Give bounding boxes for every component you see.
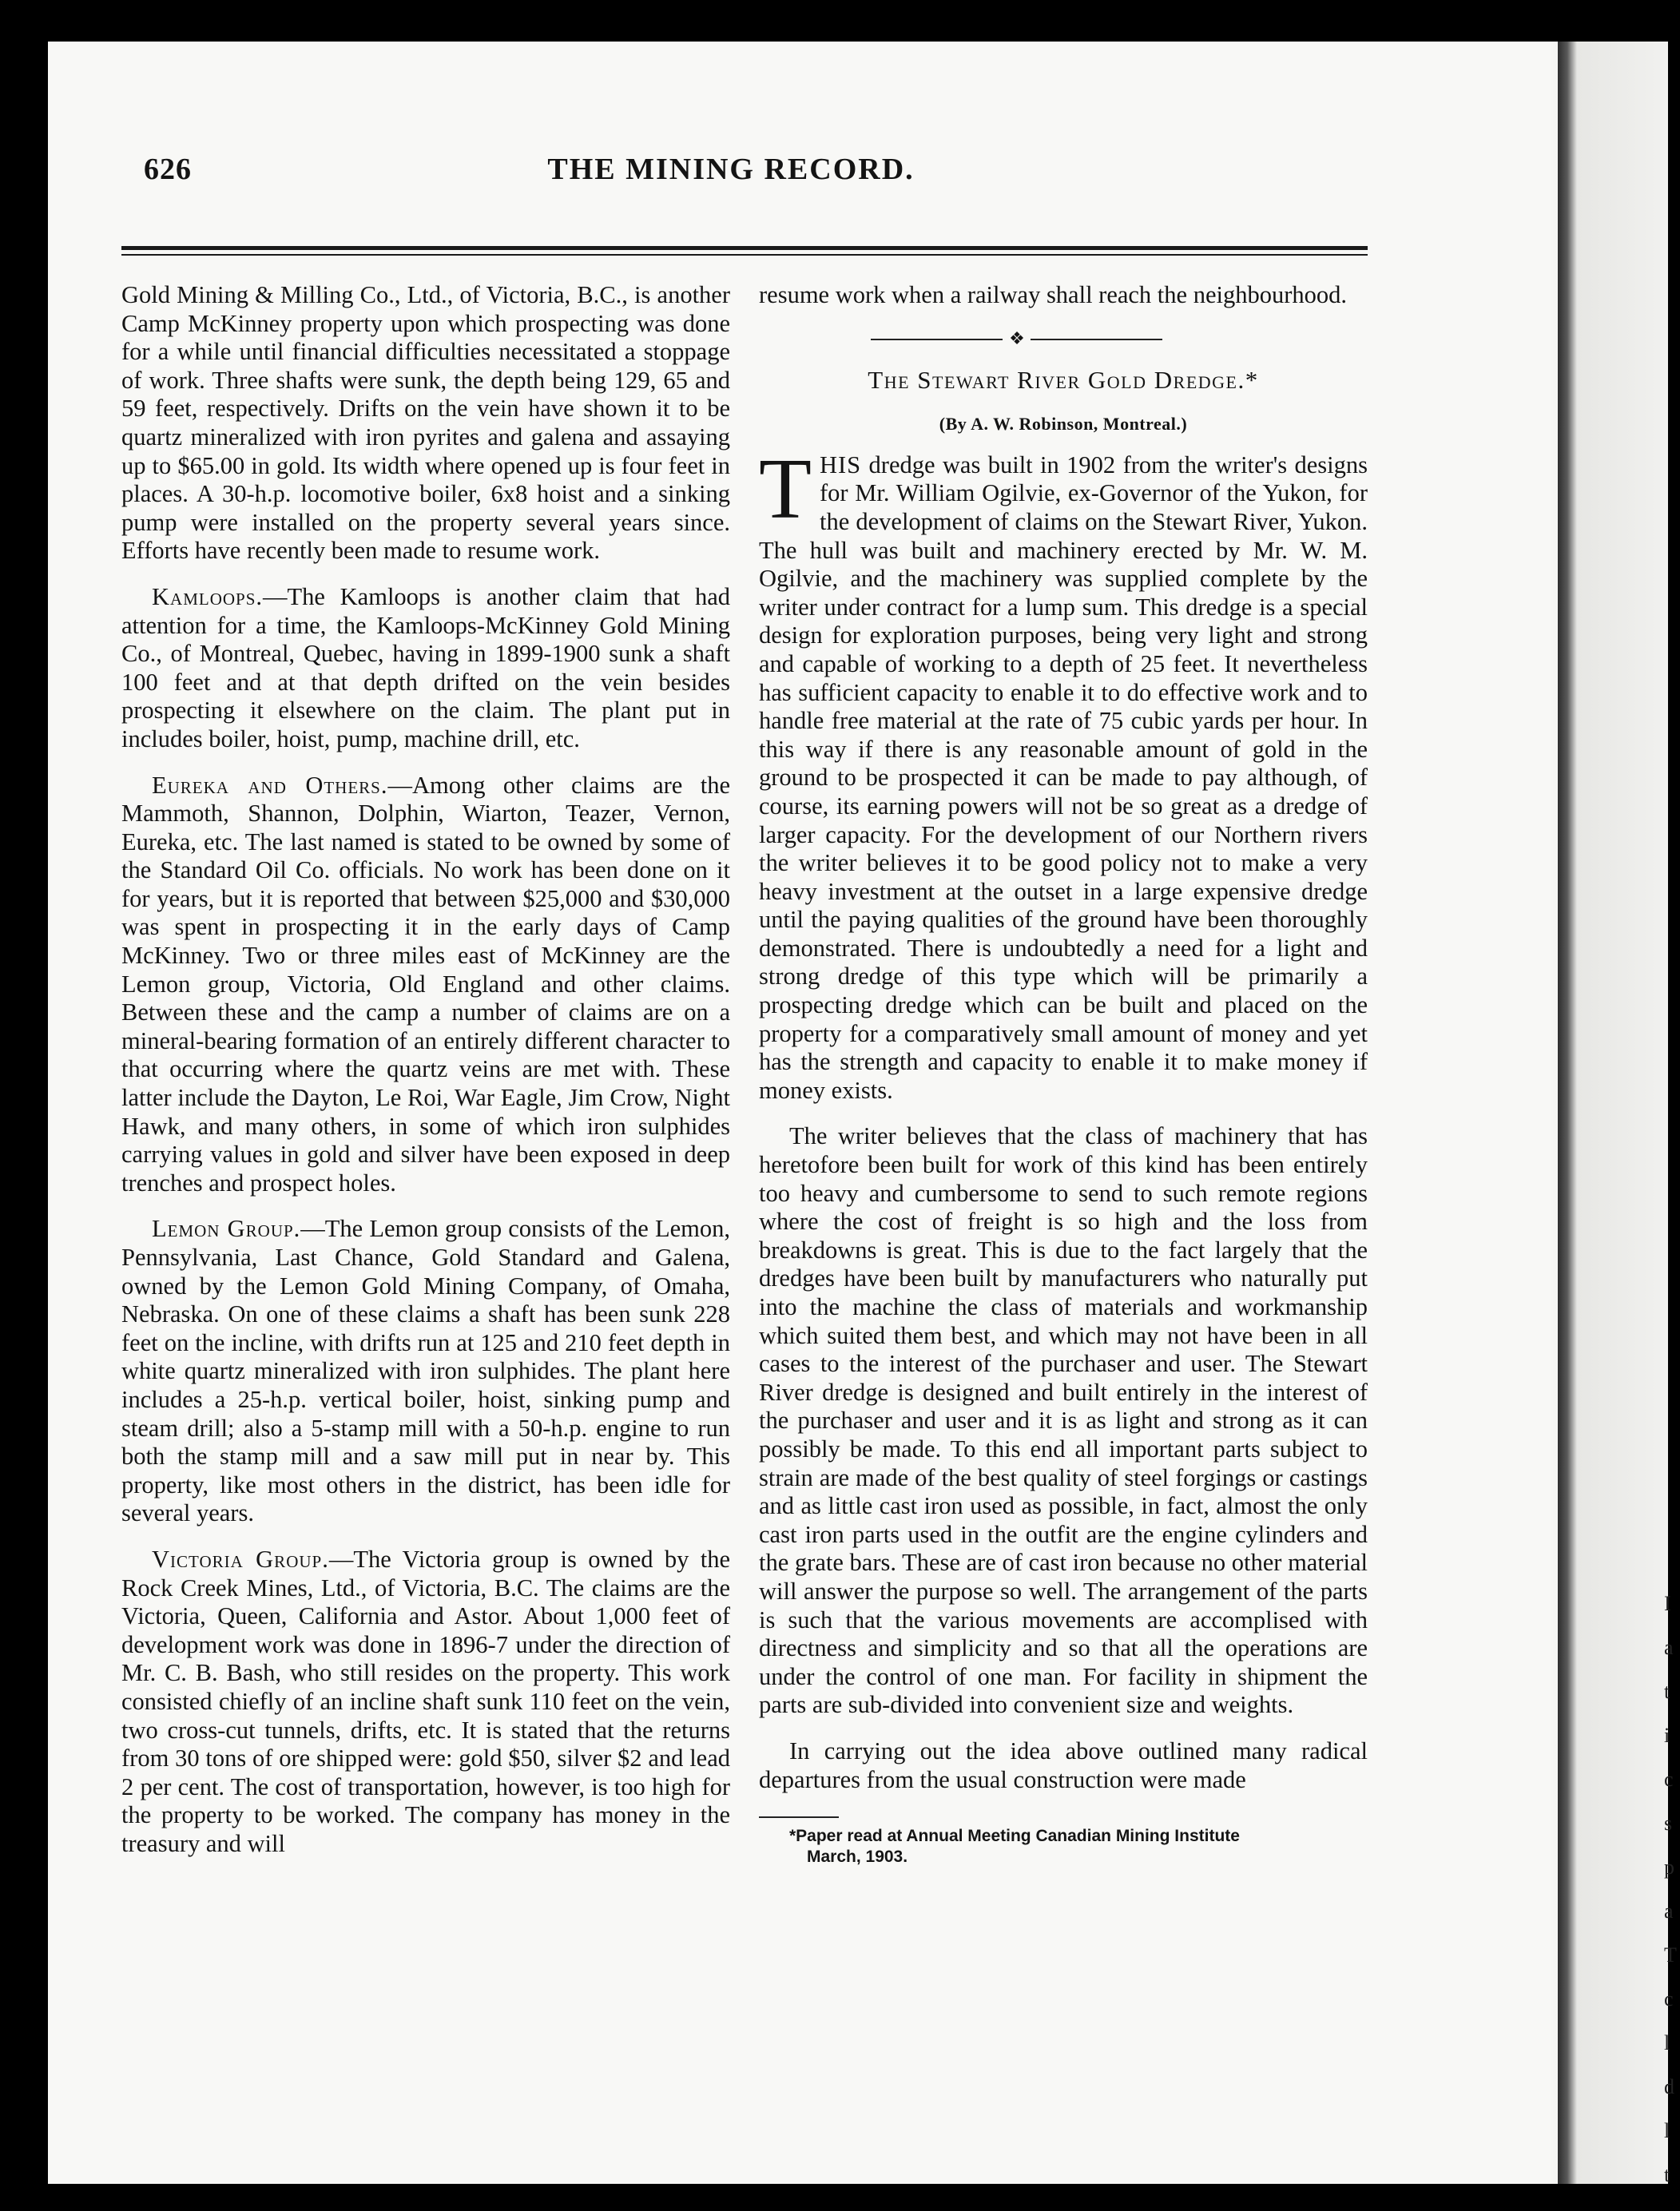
- edge-letter: t: [1664, 1680, 1670, 1703]
- paragraph: Gold Mining & Milling Co., Ltd., of Victoria, B.C., is another Camp McKinney property upon which prospecting was done for a while until financial difficulties necessitated a stoppage of work. Three shafts were sunk, the depth being 129, 65 and 59 feet, respectively. Drifts on the vein have shown it to be quartz mineralized with iron pyrites and galena and assaying up to $65.00 in gold. Its width where opened up is four feet in places. A 30-h.p. locomotive boiler, 6x8 hoist and a sinking pump were installed on the property several years since. Efforts have recently been made to resume work.: [121, 281, 730, 565]
- footnote: [759, 1826, 1368, 1868]
- section-heading: Victoria Group.: [152, 1545, 329, 1573]
- paragraph-body: —Among other claims are the Mammoth, Shannon, Dolphin, Wiarton, Teazer, Vernon, Eureka, etc. The last named is stated to be owned by some of the Standard Oil Co. officials. No work has been done on it for years, but it is reported that between $25,000 and $30,000 was spent in prospecting it in the early days of Camp McKinney. Two or three miles east of McKinney are the Lemon group, Victoria, Old England and other claims. Between these and the camp a number of claims are on a mineral-bearing formation of an entirely different character to that occurring where the quartz veins are met with. These latter include the Dayton, Le Roi, War Eagle, Jim Crow, Night Hawk, and many others, in some of which iron sulphides carrying values in gold and silver have been exposed in deep trenches and prospect holes.: [121, 771, 730, 1197]
- paragraph-lemon: [121, 1215, 730, 1528]
- footnote-line: *Paper read at Annual Meeting Canadian Mining Institute: [789, 1827, 1240, 1846]
- edge-letter: T: [1664, 1943, 1677, 1967]
- edge-letter: a: [1664, 1899, 1674, 1923]
- edge-letter: c: [1664, 1987, 1674, 2011]
- page-number: 626: [144, 153, 192, 186]
- paragraph: The writer believes that the class of machinery that has heretofore been built for work of this kind has been entirely too heavy and cumbersome to send to such remote regions where the cost of freight is so high and the loss from breakdowns is great. This is due to the fact largely that the dredges have been built by manufacturers who naturally put into the machine the class of materials and workmanship which suited them best, and which may not have been in all cases to the interest of the purchaser and user. The Stewart River dredge is designed and built entirely in the interest of the purchaser and user and it is as light and strong as it can possibly be made. To this end all important parts subject to strain are made of the best quality of steel forgings or castings and as little cast iron used as possible, in fact, almost the only cast iron parts used in the outfit are the engine cylinders and the grate bars. These are of cast iron because no other material will answer the purpose so well. The arrangement of the parts is such that the various movements are accomplised with directness and simplicity and so that all the operations are under the control of one man. For facility in shipment the parts are sub-divided into convenient size and weights.: [759, 1122, 1368, 1719]
- paragraph-intro: [759, 441, 1368, 1106]
- lead-word: HIS: [819, 451, 862, 478]
- edge-letter: l: [1664, 2119, 1670, 2142]
- paragraph-victoria: [121, 1546, 730, 1859]
- paragraph-body: —The Kamloops is another claim that had attention for a time, the Kamloops-McKinney Gold Mining Co., of Montreal, Quebec, having in 1899-1900 sunk a shaft 100 feet and at that depth drifted on the vein besides prospecting it elsewhere on the claim. The plant put in includes boiler, hoist, pump, machine drill, etc.: [121, 582, 730, 752]
- paragraph-body: —The Lemon group consists of the Lemon, Pennsylvania, Last Chance, Gold Standard and Galena, owned by the Lemon Gold Mining Company, of Omaha, Nebraska. On one of these claims a shaft has been sunk 228 feet on the incline, with drifts run at 125 and 210 feet depth in white quartz mineralized with iron sulphides. The plant here includes a 25-h.p. vertical boiler, hoist, sinking pump and steam drill; also a 5-stamp mill with a 50-h.p. engine to run both the stamp mill and a saw mill put in near by. This property, like most others in the district, has been idle for several years.: [121, 1215, 730, 1527]
- edge-letter: i: [1664, 1724, 1670, 1747]
- drop-cap: T: [759, 441, 812, 537]
- section-heading: Lemon Group.: [152, 1215, 301, 1243]
- edge-letter: c: [1664, 1768, 1674, 1791]
- edge-letter: t: [1664, 2163, 1670, 2186]
- divider-line: [871, 339, 1003, 340]
- edge-letter: p: [1664, 1856, 1674, 1879]
- diamond-ornament-icon: ❖: [1009, 327, 1025, 348]
- article-title: The Stewart River Gold Dredge.*: [868, 365, 1259, 394]
- edge-letter: d: [1664, 2075, 1674, 2098]
- divider-line: [1031, 339, 1162, 340]
- section-heading: Kamloops.: [152, 582, 264, 610]
- right-column: [759, 281, 1368, 1885]
- paragraph-eureka: [121, 772, 730, 1198]
- left-column: [121, 281, 730, 1876]
- paragraph-body: dredge was built in 1902 from the writer's designs for Mr. William Ogilvie, ex-Governor of the Yukon, for the development of claims on the Stewart River, Yukon. The hull was built and machinery erected by Mr. W. M. Ogilvie, and the machinery was supplied complete by the writer under contract for a lump sum. This dredge is a special design for exploration purposes, being very light and strong and capable of working to a depth of 25 feet. It nevertheless has sufficient capacity to enable it to do effective work and to handle free material at the rate of 75 cubic yards per hour. In this way if there is any reasonable amount of gold in the ground to be prospected it can be made to pay although, of course, its earning powers will not be so great as a dredge of larger capacity. For the development of our Northern rivers the writer believes it to be good policy not to make a very heavy investment at the outset in a large expensive dredge until the paying qualities of the ground have been thoroughly demonstrated. There is undoubtedly a need for a light and strong dredge of this type which will be primarily a prospecting dredge which can be built and placed on the property for a comparatively small amount of money and yet has the strength and capacity to enable it to make money if money exists.: [759, 451, 1368, 1104]
- edge-letter: a: [1664, 1636, 1674, 1659]
- adjacent-page-edge: [1558, 42, 1668, 2184]
- page-header: [96, 152, 1366, 200]
- running-title: THE MINING RECORD.: [547, 153, 915, 186]
- paragraph-body: —The Victoria group is owned by the Rock Creek Mines, Ltd., of Victoria, B.C. The claims are the Victoria, Queen, California and Astor. About 1,000 feet of development work was done in 1896-7 under the direction of Mr. C. B. Bash, who still resides on the property. This work consisted chiefly of an incline shaft sunk 110 feet on the vein, two cross-cut tunnels, drifts, etc. It is stated that the returns from 30 tons of ore shipped were: gold $50, silver $2 and lead 2 per cent. The cost of transportation, however, is too high for the property to be worked. The company has money in the treasury and will: [121, 1545, 730, 1857]
- header-rule-thick: [121, 246, 1368, 250]
- edge-letter: s: [1664, 1812, 1673, 1835]
- footnote-rule: [759, 1816, 839, 1818]
- byline: (By A. W. Robinson, Montreal.): [939, 414, 1188, 435]
- adjacent-page-letters: [1664, 1582, 1680, 2197]
- section-divider: [759, 327, 1368, 351]
- footnote-date: March, 1903.: [807, 1848, 908, 1867]
- header-rule-thin: [121, 254, 1368, 256]
- section-heading: Eureka and Others.: [152, 771, 388, 799]
- paragraph-kamloops: [121, 583, 730, 754]
- paragraph-continuation: resume work when a railway shall reach the neighbourhood.: [759, 281, 1347, 308]
- paragraph: In carrying out the idea above outlined many radical departures from the usual construction were made: [759, 1737, 1368, 1793]
- edge-letter: l: [1664, 2031, 1670, 2054]
- edge-letter: I: [1664, 1592, 1671, 1615]
